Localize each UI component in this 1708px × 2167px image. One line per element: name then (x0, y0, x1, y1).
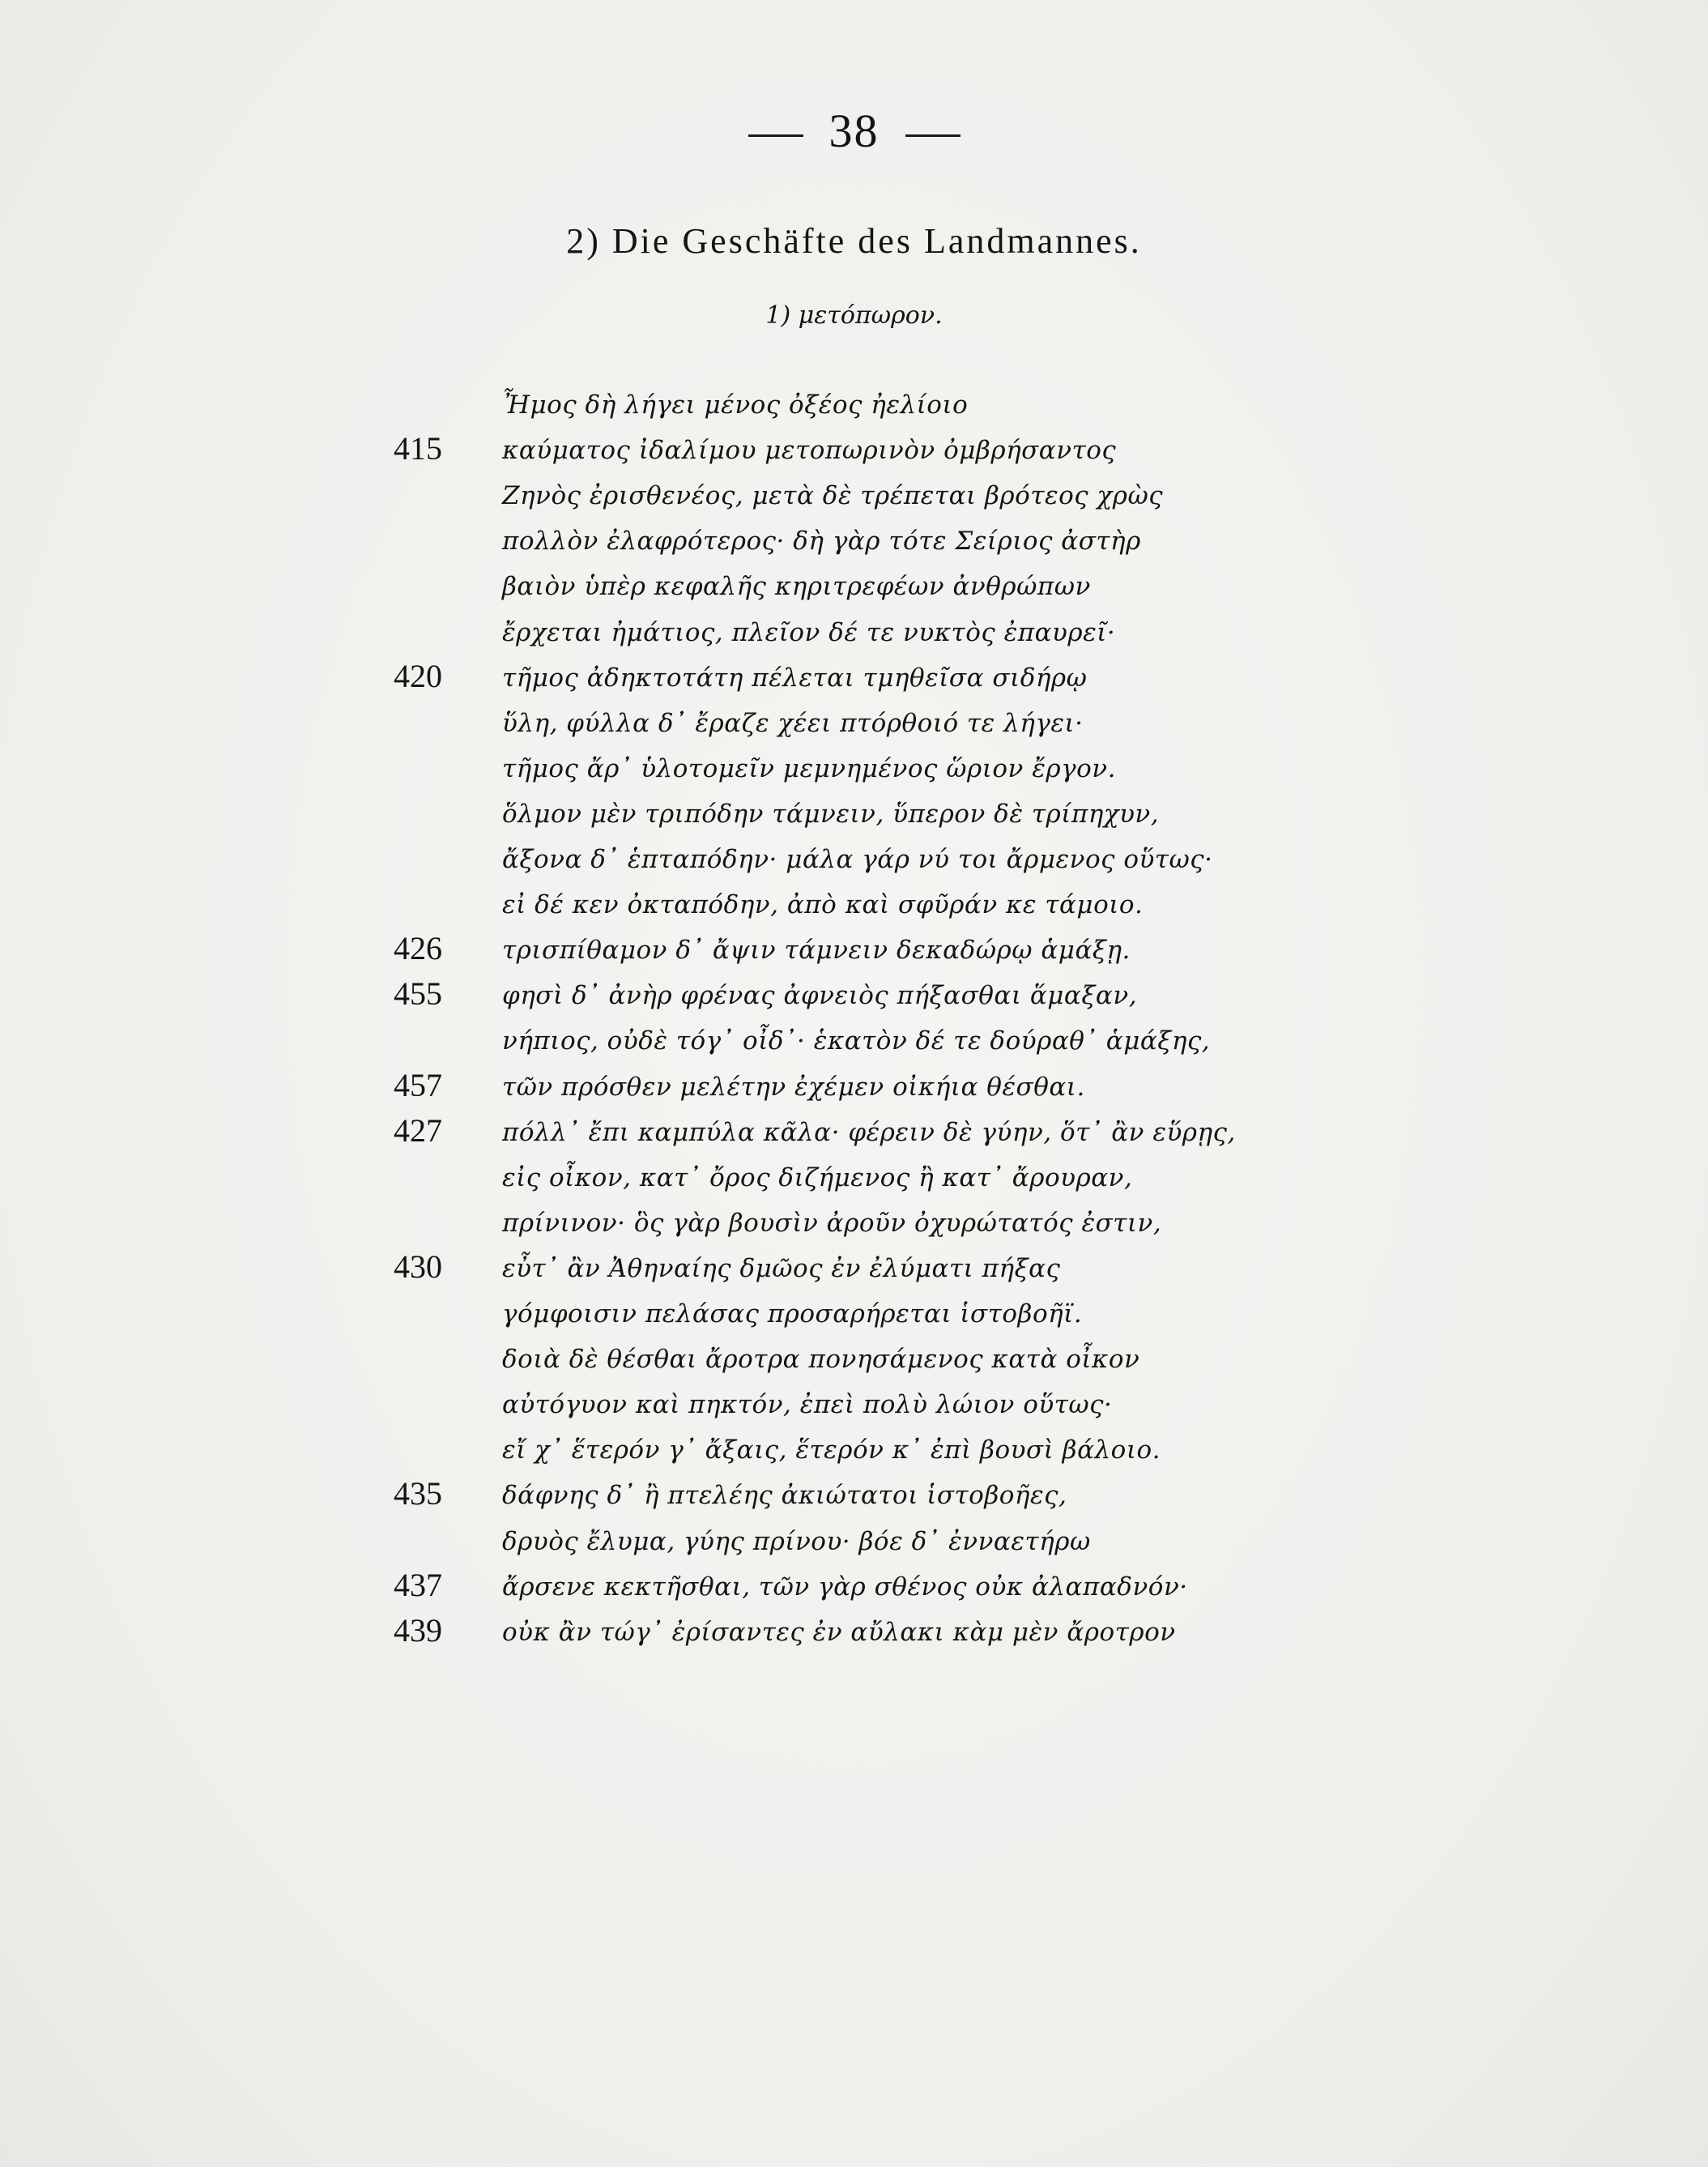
verse-text: πρίνινον· ὃς γὰρ βουσὶν ἀροῦν ὀχυρώτατός ἐστιν, (502, 1209, 1162, 1238)
verse-line (0, 790, 1708, 838)
verse-text: αὐτόγυον καὶ πηκτόν, ἐπεὶ πολὺ λώιον οὕτως· (502, 1390, 1113, 1419)
verse-number: 427 (394, 1112, 442, 1149)
verse-text: πόλλ᾽ ἔπι καμπύλα κᾶλα· φέρειν δὲ γύην, ὅτ᾽ ἂν εὕρῃς, (502, 1118, 1236, 1147)
verse-line (0, 744, 1708, 793)
verse-line (0, 835, 1708, 884)
verse-text: τῆμος ἄρ᾽ ὑλοτομεῖν μεμνημένος ὥριον ἔργον. (502, 754, 1116, 783)
verse-line (0, 1517, 1708, 1566)
section-title: 2) Die Geschäfte des Landmannes. (566, 221, 1142, 261)
verse-line (0, 1063, 1708, 1111)
verse-line (0, 1471, 1708, 1520)
verse-text: ὅλμον μὲν τριπόδην τάμνειν, ὕπερον δὲ τρίπηχυν, (502, 800, 1160, 829)
verse-line (0, 1108, 1708, 1157)
verse-line (0, 381, 1708, 429)
verse-number: 439 (394, 1612, 442, 1649)
verse-number: 437 (394, 1567, 442, 1603)
verse-line (0, 471, 1708, 520)
verse-number: 457 (394, 1067, 442, 1103)
verse-text: εἰ δέ κεν ὀκταπόδην, ἀπὸ καὶ σφῦράν κε τάμοιο. (502, 890, 1144, 919)
verse-text: δρυὸς ἔλυμα, γύης πρίνου· βόε δ᾽ ἐνναετήρω (502, 1527, 1091, 1556)
verse-text: γόμφοισιν πελάσας προσαρήρεται ἱστοβοῆϊ. (502, 1299, 1083, 1329)
page-number: 38 (828, 105, 880, 157)
verse-number: 415 (394, 430, 442, 467)
verse-line (0, 1608, 1708, 1657)
verse-text: ἔρχεται ἠμάτιος, πλεῖον δέ τε νυκτὸς ἐπαυρεῖ· (502, 618, 1116, 647)
verse-text: καύματος ἰδαλίμου μετοπωρινὸν ὀμβρήσαντος (502, 436, 1117, 465)
verse-text: εὖτ᾽ ἂν Ἀθηναίης δμῶος ἐν ἐλύματι πήξας (502, 1254, 1061, 1283)
verse-number: 420 (394, 658, 442, 694)
verse-text: φησὶ δ᾽ ἀνὴρ φρένας ἀφνειὸς πήξασθαι ἅμαξαν, (502, 981, 1138, 1010)
verse-line (0, 654, 1708, 702)
verse-line (0, 1563, 1708, 1611)
verse-number: 430 (394, 1248, 442, 1285)
verse-line (0, 699, 1708, 748)
verse-line (0, 926, 1708, 975)
verse-text: νήπιος, οὐδὲ τόγ᾽ οἶδ᾽· ἑκατὸν δέ τε δούραθ᾽ ἁμάξης, (502, 1026, 1211, 1056)
verse-number: 435 (394, 1475, 442, 1512)
verse-text: τρισπίθαμον δ᾽ ἄψιν τάμνειν δεκαδώρῳ ἁμάξῃ. (502, 936, 1131, 965)
verse-text: Ζηνὸς ἐρισθενέος, μετὰ δὲ τρέπεται βρότεος χρὼς (502, 481, 1164, 510)
verse-line (0, 1244, 1708, 1293)
verse-line (0, 426, 1708, 475)
verse-line (0, 1335, 1708, 1384)
verse-text: εἰς οἶκον, κατ᾽ ὄρος διζήμενος ἢ κατ᾽ ἄρουραν, (502, 1163, 1133, 1192)
verse-line (0, 517, 1708, 565)
verse-line (0, 971, 1708, 1020)
verse-line (0, 562, 1708, 611)
verse-line (0, 1290, 1708, 1338)
verse-text: βαιὸν ὑπὲρ κεφαλῆς κηριτρεφέων ἀνθρώπων (502, 572, 1091, 601)
subsection-title: 1) μετόπωρον. (765, 301, 943, 330)
verse-text: δοιὰ δὲ θέσθαι ἄροτρα πονησάμενος κατὰ οἶκον (502, 1345, 1140, 1374)
verse-text: Ἦμος δὴ λήγει μένος ὀξέος ἠελίοιο (502, 390, 969, 420)
verse-number: 426 (394, 930, 442, 966)
verse-text: εἴ χ᾽ ἕτερόν γ᾽ ἄξαις, ἕτερόν κ᾽ ἐπὶ βουσὶ βάλοιο. (502, 1435, 1161, 1465)
verse-text: ἄξονα δ᾽ ἑπταπόδην· μάλα γάρ νύ τοι ἄρμενος οὕτως· (502, 845, 1213, 874)
verse-text: ὕλη, φύλλα δ᾽ ἔραζε χέει πτόρθοιό τε λήγει· (502, 709, 1084, 738)
verse-line (0, 608, 1708, 657)
verse-line (0, 1380, 1708, 1429)
verse-line (0, 1426, 1708, 1474)
verse-text: τῆμος ἀδηκτοτάτη πέλεται τμηθεῖσα σιδήρῳ (502, 663, 1088, 693)
verse-text: δάφνης δ᾽ ἢ πτελέης ἀκιώτατοι ἱστοβοῆες, (502, 1481, 1067, 1510)
verse-text: ἄρσενε κεκτῆσθαι, τῶν γὰρ σθένος οὐκ ἀλαπαδνόν· (502, 1572, 1188, 1602)
verse-number: 455 (394, 975, 442, 1012)
verse-text: τῶν πρόσθεν μελέτην ἐχέμεν οἰκήια θέσθαι. (502, 1073, 1085, 1102)
verse-line (0, 881, 1708, 929)
verse-line (0, 1154, 1708, 1202)
verse-text: οὐκ ἂν τώγ᾽ ἐρίσαντες ἐν αὔλακι κὰμ μὲν ἄροτρον (502, 1618, 1176, 1647)
verse-line (0, 1199, 1708, 1248)
verse-line (0, 1017, 1708, 1065)
verse-text: πολλὸν ἐλαφρότερος· δὴ γὰρ τότε Σείριος ἀστὴρ (502, 527, 1141, 556)
